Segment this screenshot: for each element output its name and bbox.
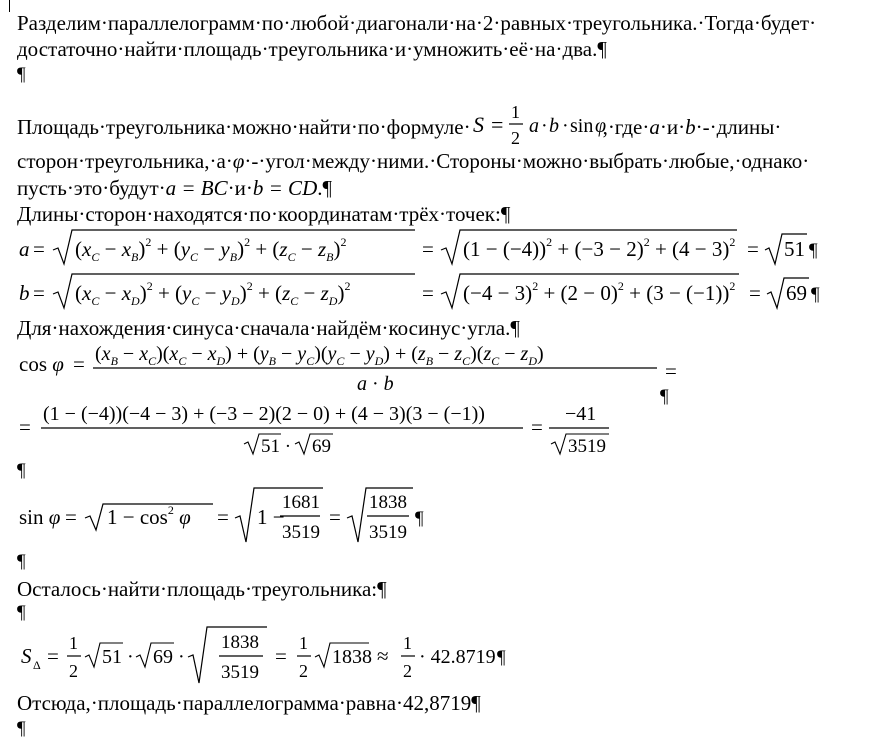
svg-text:1 −: 1 − (257, 505, 285, 529)
variable-a: a (649, 115, 660, 139)
svg-text:2: 2 (69, 661, 78, 681)
svg-text:3519: 3519 (568, 436, 606, 457)
svg-text:=: = (531, 415, 543, 439)
svg-text:=: = (749, 281, 761, 305)
svg-text:sin φ: sin φ (19, 505, 61, 529)
paragraph-line-with-formula: Площадь·треугольника·можно·найти·по·формуле· S = 1 2 a · b · sin φ ,·где·a·и·b·-·длины· (17, 102, 781, 154)
paragraph-line: достаточно·найти·площадь·треугольника·и·умножить·её·на·два.¶ (17, 37, 607, 61)
svg-text:¶: ¶ (809, 240, 818, 261)
svg-text:S: S (472, 112, 484, 137)
svg-text:69: 69 (312, 436, 331, 457)
side-b-definition: b = CD (252, 176, 318, 200)
svg-text:=: = (422, 237, 434, 261)
empty-paragraph-mark: ¶ (17, 551, 26, 572)
svg-text:a · b: a · b (357, 373, 394, 395)
side-a-definition: a = BC (165, 176, 228, 200)
svg-text:=: = (73, 352, 85, 376)
svg-text:=: = (747, 237, 759, 261)
svg-text:1838: 1838 (221, 632, 259, 653)
svg-text:=: = (275, 644, 287, 668)
svg-text:=: = (665, 359, 677, 383)
svg-text:b: b (19, 281, 30, 305)
paragraph-line: Разделим·параллелограмм·по·любой·диагонали·на·2·равных·треугольника.·Тогда·будет· (17, 11, 817, 35)
svg-text:=: = (422, 281, 434, 305)
svg-text:3519: 3519 (282, 522, 320, 543)
svg-text:1: 1 (403, 633, 412, 653)
svg-text:=: = (65, 505, 77, 529)
svg-text:1: 1 (510, 102, 520, 122)
sine-calculation (17, 484, 437, 548)
svg-text:·: · (540, 115, 548, 137)
svg-text:69: 69 (786, 281, 807, 305)
svg-text:1: 1 (69, 633, 78, 653)
svg-text:1 − cos2 φ: $1 - \cos^2 \varphi$ (107, 503, 191, 529)
svg-text:·: · (561, 115, 569, 137)
svg-text:=: = (33, 237, 45, 261)
paragraph-line: пусть·это·будут·a = BC·и·b = CD.¶ (17, 176, 332, 200)
svg-text:a: a (19, 237, 30, 261)
svg-text:1838: 1838 (332, 646, 372, 668)
side-b-formula (17, 270, 827, 314)
empty-paragraph-mark: ¶ (17, 64, 26, 85)
paragraph-line: Осталось·найти·площадь·треугольника:¶ (17, 577, 387, 601)
svg-text:3519: 3519 (369, 522, 407, 543)
svg-text:(xC − xD)2 + (yC − yD)2 + (zC: $(x_C - x_D)^2 + (y_C - y_D)^2 + (z_C - z_D)^2$ (75, 279, 351, 308)
svg-text:51 ·: 51 · (102, 646, 134, 668)
svg-text:¶: ¶ (415, 508, 424, 529)
empty-paragraph-mark: ¶ (17, 602, 26, 623)
svg-text:φ: φ (594, 115, 606, 137)
svg-text:2: 2 (299, 661, 308, 681)
svg-text:(1 − (−4))(−4 − 3) + (−3 − 2)(: (1 − (−4))(−4 − 3) + (−3 − 2)(2 − 0) + (4 − 3)(3 − (−1)) (43, 403, 485, 425)
paragraph-line: сторон·треугольника,·а·φ·-·угол·между·ними.·Стороны·можно·выбрать·любые,·однако· (17, 149, 810, 173)
svg-text:51 ·: 51 · (261, 436, 292, 457)
area-calculation (17, 623, 517, 689)
svg-text:(1 − (−4))2 + (−3 − 2)2 + (4 −: $(1 - (-4))^2 + (-3 - 2)^2 + (4 - 3)^2$ (463, 235, 736, 261)
paragraph-line: Длины·сторон·находятся·по·координатам·трёх·точек:¶ (17, 202, 511, 226)
svg-text:69 ·: 69 · (153, 646, 185, 668)
svg-text:≈: ≈ (377, 644, 389, 668)
svg-text:=: = (217, 505, 229, 529)
svg-text:=: = (33, 281, 45, 305)
cosine-formula (17, 338, 697, 398)
svg-text:=: = (490, 112, 503, 137)
svg-text:−41: −41 (565, 403, 597, 425)
side-a-formula (17, 226, 817, 270)
svg-text:2: 2 (403, 661, 412, 681)
empty-paragraph-mark: ¶ (17, 460, 26, 481)
svg-text:1681: 1681 (282, 492, 320, 513)
cosine-calculation (17, 396, 637, 458)
svg-text:2: 2 (510, 128, 520, 148)
svg-text:=: = (329, 505, 341, 529)
variable-b: b (685, 115, 696, 139)
paragraph-mark: ¶ (660, 386, 669, 407)
variable-phi: φ (232, 149, 245, 173)
svg-text:1838: 1838 (369, 492, 407, 513)
svg-text:· 42.8719: · 42.8719 (419, 646, 496, 668)
svg-text:=: = (47, 644, 59, 668)
paragraph-line: Для·нахождения·синуса·сначала·найдём·косинус·угла.¶ (17, 316, 520, 340)
paragraph-line: Отсюда,·площадь·параллелограмма·равна·42,8719¶ (17, 691, 481, 715)
svg-text:(−4 − 3)2 + (2 − 0)2 + (3 − (−: $(-4 - 3)^2 + (2 - 0)^2 + (3 - (-1))^2$ (463, 279, 736, 305)
svg-text:a: a (528, 115, 539, 137)
svg-text:51: 51 (784, 237, 805, 261)
svg-text:(xB − xC)(xC − xD) + (yB − yC): $(x_B - x_C)(x_C - x_D) + (y_B - y_C)(y_C - y_D) + (z_B - z_C)(z_C - z_D)$ (95, 343, 544, 368)
svg-text:cos φ: cos φ (19, 352, 64, 376)
svg-text:1: 1 (299, 633, 308, 653)
svg-text:S: S (21, 644, 32, 668)
area-formula (471, 102, 606, 154)
svg-text:(xC − xB)2 + (yC − yB)2 + (zC: $(x_C - x_B)^2 + (y_C - y_B)^2 + (z_C - z_B)^2$ (75, 235, 347, 264)
svg-text:=: = (19, 415, 31, 439)
svg-text:Δ: Δ (33, 658, 41, 672)
svg-text:¶: ¶ (811, 284, 820, 305)
svg-text:b: b (548, 115, 559, 137)
svg-text:sin: sin (569, 115, 593, 137)
svg-text:¶: ¶ (497, 647, 506, 668)
svg-text:3519: 3519 (221, 662, 259, 683)
empty-paragraph-mark: ¶ (17, 718, 26, 739)
text-boundary-marker (9, 0, 10, 12)
